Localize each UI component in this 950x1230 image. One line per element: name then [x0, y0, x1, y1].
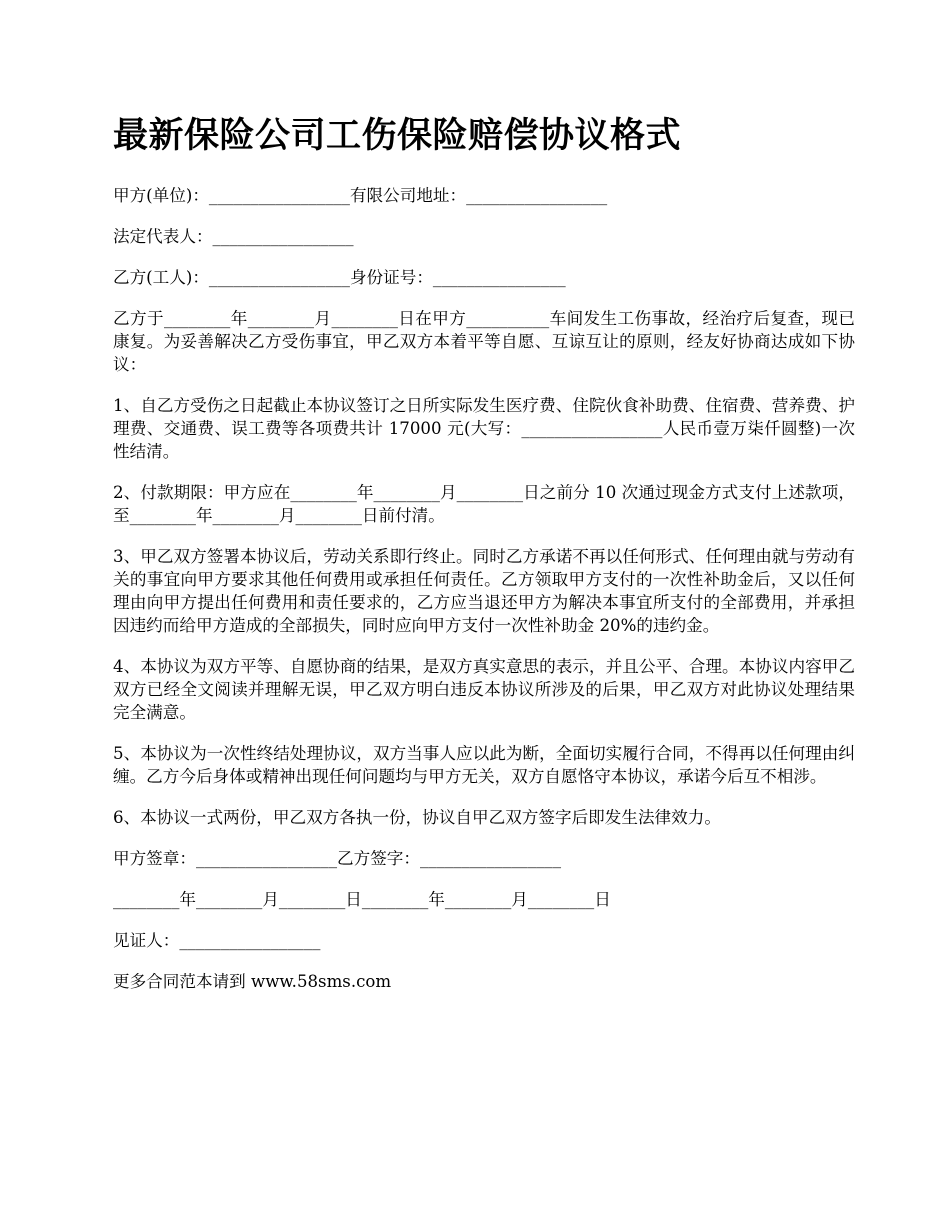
footer-link-text: 更多合同范本请到 www.58sms.com: [113, 972, 392, 991]
document-title: 最新保险公司工伤保险赔偿协议格式: [113, 116, 682, 156]
clause-1: 1、自乙方受伤之日起截止本协议签订之日所实际发生医疗费、住院伙食补助费、住宿费、营养费、护理费、交通费、误工费等各项费共计 17000 元(大写：_________________人民币壹万柒仟圆整)一次性结清。: [113, 396, 855, 461]
legal-representative-line: 法定代表人：_________________: [113, 227, 354, 246]
clause-2: 2、付款期限：甲方应在________年________月________日之前分 10 次通过现金方式支付上述款项，至________年________月________日前付清。: [113, 483, 855, 525]
witness-line: 见证人：_________________: [113, 931, 321, 950]
party-a-line: 甲方(单位)：_________________有限公司地址：_________________: [113, 186, 608, 205]
party-b-line: 乙方(工人)：_________________身份证号：________________: [113, 268, 566, 287]
clause-3: 3、甲乙双方签署本协议后，劳动关系即行终止。同时乙方承诺不再以任何形式、任何理由就与劳动有关的事宜向甲方要求其他任何费用或承担任何责任。乙方领取甲方支付的一次性补助金后，又以任何理由向甲方提出任何费用和责任要求的，乙方应当退还甲方为解决本事宜所支付的全部费用，并承担因违约而给甲方造成的全部损失，同时应向甲方支付一次性补助金 20%的违约金。: [113, 547, 855, 635]
date-line: ________年________月________日________年________月________日: [113, 890, 611, 909]
intro-paragraph: 乙方于________年________月________日在甲方__________车间发生工伤事故，经治疗后复查，现已康复。为妥善解决乙方受伤事宜，甲乙双方本着平等自愿、互谅互让的原则，经友好协商达成如下协议：: [113, 309, 855, 374]
clause-4: 4、本协议为双方平等、自愿协商的结果，是双方真实意思的表示，并且公平、合理。本协议内容甲乙双方已经全文阅读并理解无误，甲乙双方明白违反本协议所涉及的后果，甲乙双方对此协议处理结果完全满意。: [113, 657, 855, 722]
clause-6: 6、本协议一式两份，甲乙双方各执一份，协议自甲乙双方签字后即发生法律效力。: [113, 808, 721, 827]
clause-5: 5、本协议为一次性终结处理协议，双方当事人应以此为断，全面切实履行合同，不得再以任何理由纠缠。乙方今后身体或精神出现任何问题均与甲方无关，双方自愿恪守本协议，承诺今后互不相涉。: [113, 744, 855, 786]
signature-line: 甲方签章：_________________乙方签字：_________________: [113, 849, 562, 868]
